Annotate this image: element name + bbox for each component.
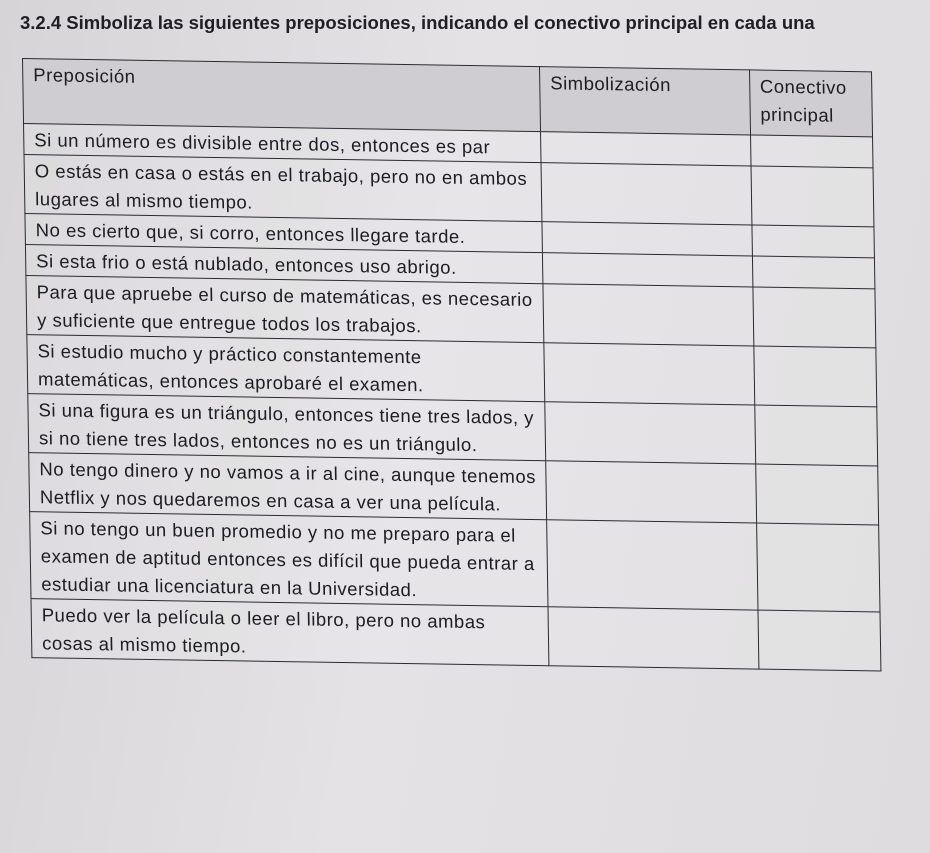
proposition-cell: Si estudio mucho y práctico constantemente matemáticas, entonces aprobaré el examen. (27, 335, 545, 402)
symbolization-cell[interactable] (541, 163, 752, 225)
proposition-cell: Puedo ver la película o leer el libro, pero no ambas cosas al mismo tiempo. (31, 599, 549, 666)
symbolization-cell[interactable] (544, 343, 755, 405)
symbolization-cell[interactable] (541, 132, 751, 166)
worksheet-sheet (22, 58, 911, 672)
table-row (30, 512, 880, 612)
proposition-cell: No es cierto que, si corro, entonces llegare tarde. (25, 214, 542, 253)
symbolization-cell[interactable] (542, 253, 752, 287)
main-connective-cell[interactable] (750, 135, 873, 168)
symbolization-cell[interactable] (547, 520, 758, 610)
proposition-cell: Si un número es divisible entre dos, entonces es par (24, 124, 541, 163)
exercise-title: 3.2.4 Simboliza las siguientes preposiciones, indicando el conectivo principal en cada una (20, 12, 815, 33)
proposition-cell: No tengo dinero y no vamos a ir al cine, aunque tenemos Netflix y nos quedaremos en casa a ver una película. (29, 453, 547, 520)
main-connective-cell[interactable] (755, 464, 878, 525)
proposition-cell: Si no tengo un buen promedio y no me preparo para el examen de aptitud entonces es difícil que pueda entrar a estudiar una licenciatura en la Universidad. (30, 512, 548, 607)
header-proposition: Preposición (23, 59, 541, 132)
main-connective-cell[interactable] (756, 523, 880, 612)
main-connective-cell[interactable] (758, 610, 881, 671)
table-row (31, 599, 881, 671)
main-connective-cell[interactable] (754, 405, 877, 466)
symbolization-cell[interactable] (548, 607, 759, 669)
main-connective-cell[interactable] (752, 225, 875, 258)
symbolization-cell[interactable] (545, 402, 756, 464)
proposition-cell: Si una figura es un triángulo, entonces tiene tres lados, y si no tiene tres lados, entonces no es un triángulo. (28, 394, 546, 461)
main-connective-cell[interactable] (751, 166, 874, 227)
header-symbolization: Simbolización (540, 67, 751, 135)
symbolization-cell[interactable] (546, 461, 757, 523)
main-connective-cell[interactable] (754, 346, 877, 407)
proposition-cell: O estás en casa o estás en el trabajo, pero no en ambos lugares al mismo tiempo. (24, 155, 542, 222)
propositions-table (22, 58, 881, 672)
main-connective-cell[interactable] (752, 256, 875, 289)
main-connective-cell[interactable] (753, 287, 876, 348)
proposition-cell: Para que apruebe el curso de matemáticas, es necesario y suficiente que entregue todos los trabajos. (26, 276, 544, 343)
header-main-connective: Conectivo principal (749, 70, 872, 137)
symbolization-cell[interactable] (542, 222, 752, 256)
symbolization-cell[interactable] (543, 284, 754, 346)
proposition-cell: Si esta frio o está nublado, entonces uso abrigo. (25, 245, 542, 284)
